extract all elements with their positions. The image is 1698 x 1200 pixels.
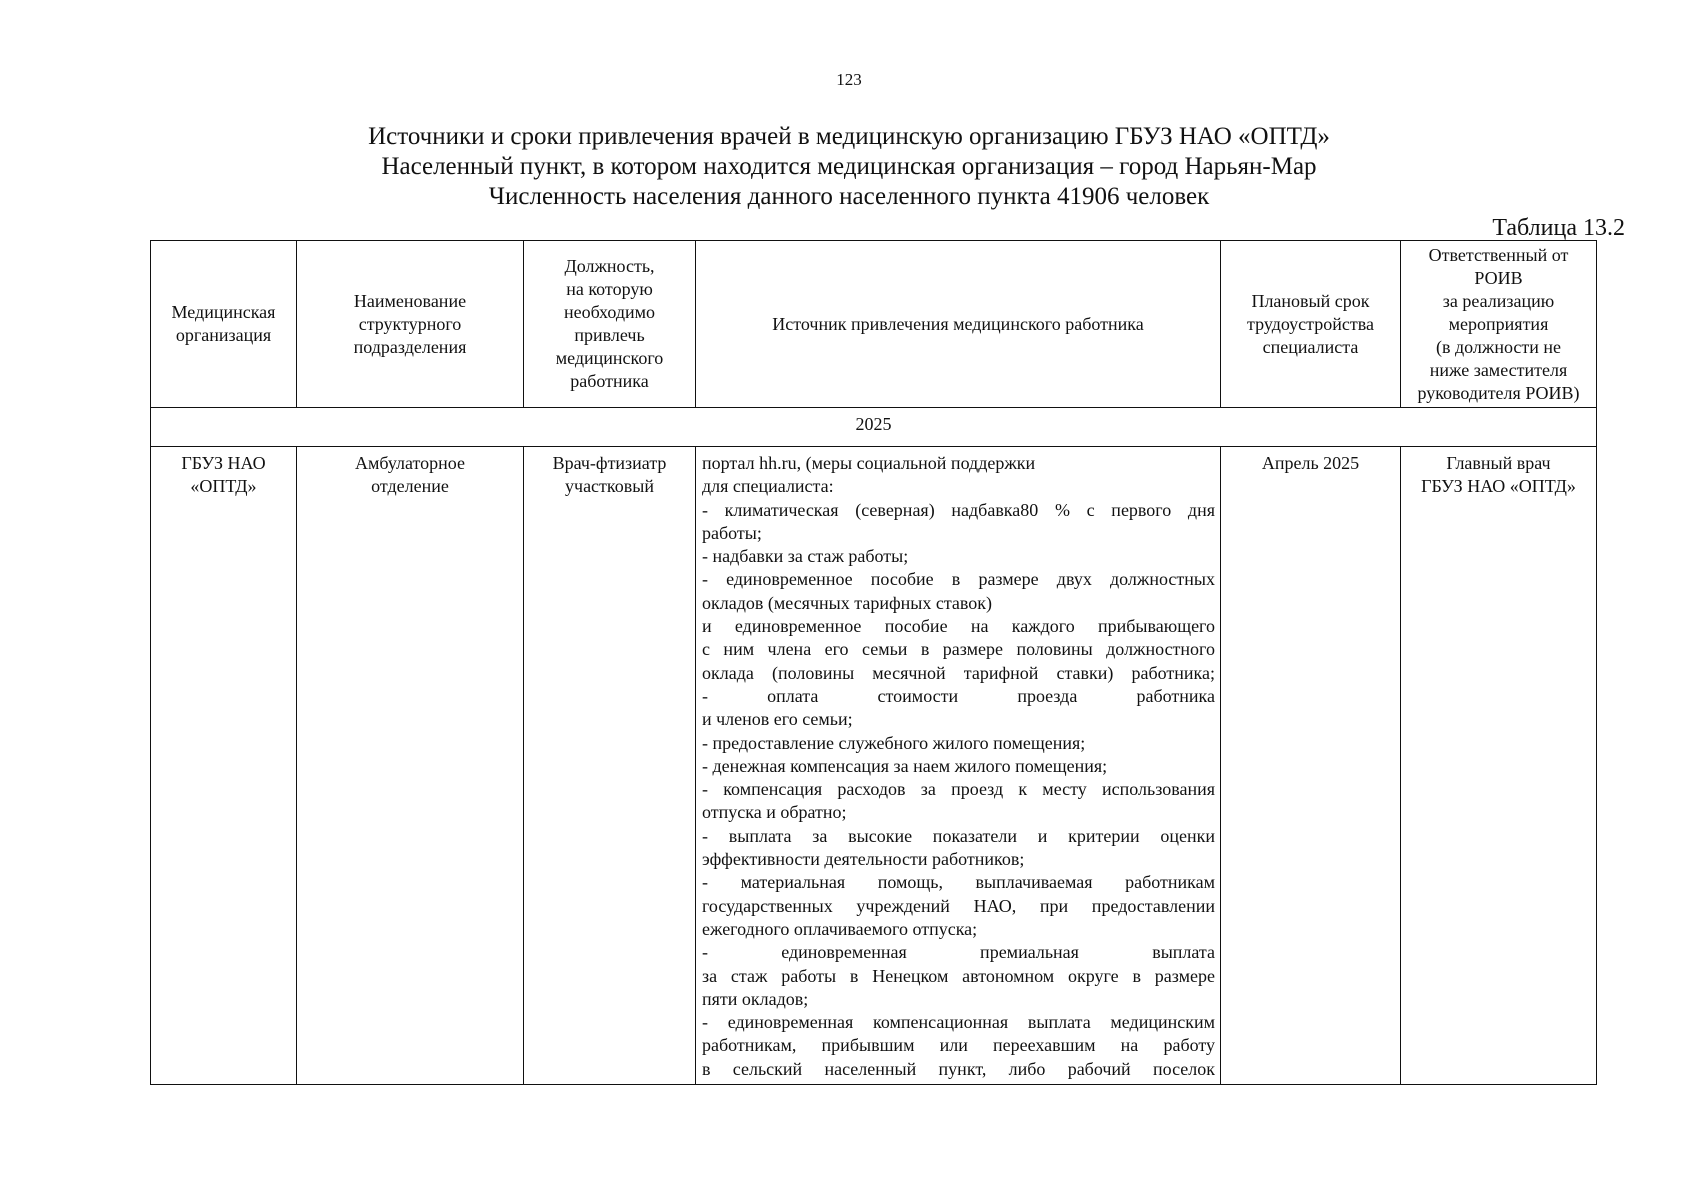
source-text-line: в сельский населенный пункт, либо рабочий поселок: [702, 1058, 1215, 1079]
cell-text-line: необходимо: [563, 302, 656, 322]
cell-organization: [151, 447, 297, 1085]
source-text-line: эффективности деятельности работников;: [702, 849, 1025, 870]
source-text-line: - оплата стоимости проезда работника: [702, 685, 1215, 706]
source-text-line: государственных учреждений НАО, при предоставлении: [702, 895, 1215, 916]
cell-department: [297, 447, 524, 1085]
source-text-line: за стаж работы в Ненецком автономном округе в размере: [702, 965, 1215, 986]
source-text-line: оклада (половины месячной тарифной ставки) работника;: [702, 662, 1215, 683]
source-text-line: работы;: [702, 522, 762, 543]
cell-text-line: отделение: [371, 476, 449, 497]
source-text-line: отпуска и обратно;: [702, 802, 847, 823]
header-planned-date: [1221, 241, 1401, 408]
source-text-line: - предоставление служебного жилого помещения;: [702, 732, 1086, 753]
header-responsible: [1401, 241, 1597, 408]
cell-text-line: Медицинская: [171, 302, 276, 322]
source-text-line: и единовременное пособие на каждого прибывающего: [702, 616, 1215, 637]
cell-text-line: трудоустройства: [1246, 313, 1374, 334]
cell-text-line: (в должности не: [1435, 336, 1562, 357]
source-text-line: - выплата за высокие показатели и критерии оценки: [702, 825, 1215, 846]
cell-text-line: медицинского: [555, 348, 664, 368]
source-text-line: - материальная помощь, выплачиваемая работникам: [702, 872, 1215, 893]
table-container: [150, 240, 1596, 1085]
header-organization: [151, 241, 297, 408]
source-text-line: ежегодного оплачиваемого отпуска;: [702, 918, 978, 939]
cell-text-line: Ответственный от: [1428, 244, 1569, 265]
cell-text-line: мероприятия: [1448, 313, 1549, 334]
header-position: [524, 241, 696, 408]
cell-text-line: Источник привлечения медицинского работника: [772, 313, 1144, 334]
cell-text-line: Должность,: [564, 256, 655, 276]
source-text-line: портал hh.ru, (меры социальной поддержки: [702, 453, 1036, 473]
cell-text-line: подразделения: [353, 336, 467, 357]
cell-text-line: организация: [175, 325, 272, 345]
source-text-line: и членов его семьи;: [702, 709, 853, 730]
cell-text-line: на которую: [566, 279, 653, 299]
header-source: [696, 241, 1221, 408]
title-line-2: Населенный пункт, в котором находится медицинская организация – город Нарьян-Мар: [381, 153, 1317, 180]
source-text-line: - единовременная премиальная выплата: [702, 942, 1215, 963]
cell-text-line: участковый: [565, 476, 654, 497]
cell-text-line: за реализацию: [1442, 290, 1555, 311]
page-number: 123: [836, 70, 862, 89]
cell-text-line: Наименование: [353, 290, 467, 311]
cell-text-line: РОИВ: [1474, 267, 1523, 288]
source-text-line: работникам, прибывшим или переехавшим на работу: [702, 1035, 1215, 1056]
source-text-line: - компенсация расходов за проезд к месту использования: [702, 779, 1215, 800]
source-text-line: с ним члена его семьи в размере половины должностного: [702, 639, 1215, 660]
table-caption: Таблица 13.2: [1492, 215, 1625, 241]
year-row: [151, 408, 1597, 447]
cell-text-line: Главный врач: [1446, 453, 1551, 473]
source-text-line: - денежная компенсация за наем жилого помещения;: [702, 755, 1108, 776]
source-text-line: - климатическая (северная) надбавка80 % с первого дня: [702, 499, 1215, 520]
source-text-line: - надбавки за стаж работы;: [702, 546, 909, 567]
title-line-3: Численность населения данного населенного пункта 41906 человек: [488, 183, 1210, 210]
cell-position: [524, 447, 696, 1085]
recruitment-table: [150, 240, 1597, 1085]
cell-source: [696, 447, 1221, 1085]
year-cell: [151, 408, 1597, 447]
title-line-1: Источники и сроки привлечения врачей в медицинскую организацию ГБУЗ НАО «ОПТД»: [368, 123, 1330, 150]
header-department: [297, 241, 524, 408]
source-text-line: пяти окладов;: [702, 988, 809, 1009]
header-row: [151, 241, 1597, 408]
cell-text-line: ГБУЗ НАО: [181, 453, 266, 473]
table-row: [151, 447, 1597, 1085]
cell-text-line: работника: [570, 371, 649, 391]
cell-planned-date: Апрель 2025: [1221, 447, 1401, 1085]
cell-text-line: ГБУЗ НАО «ОПТД»: [1421, 476, 1576, 497]
cell-text-line: руководителя РОИВ): [1417, 382, 1580, 403]
cell-text-line: «ОПТД»: [190, 476, 257, 497]
cell-text-line: ниже заместителя: [1429, 359, 1568, 380]
source-text-line: для специалиста:: [702, 476, 834, 497]
document-title: [0, 122, 1698, 212]
cell-text-line: Врач-фтизиатр: [552, 453, 667, 473]
source-text-line: - единовременная компенсационная выплата медицинским: [702, 1012, 1215, 1033]
cell-text-line: Плановый срок: [1251, 290, 1370, 311]
cell-responsible: [1401, 447, 1597, 1085]
cell-text-line: Амбулаторное: [354, 453, 466, 473]
cell-text-line: привлечь: [574, 325, 645, 345]
source-text-line: окладов (месячных тарифных ставок): [702, 592, 993, 613]
year-label: 2025: [855, 413, 892, 434]
cell-text-line: структурного: [358, 313, 462, 334]
cell-text-line: специалиста: [1262, 336, 1359, 357]
source-text-line: - единовременное пособие в размере двух должностных: [702, 569, 1215, 590]
